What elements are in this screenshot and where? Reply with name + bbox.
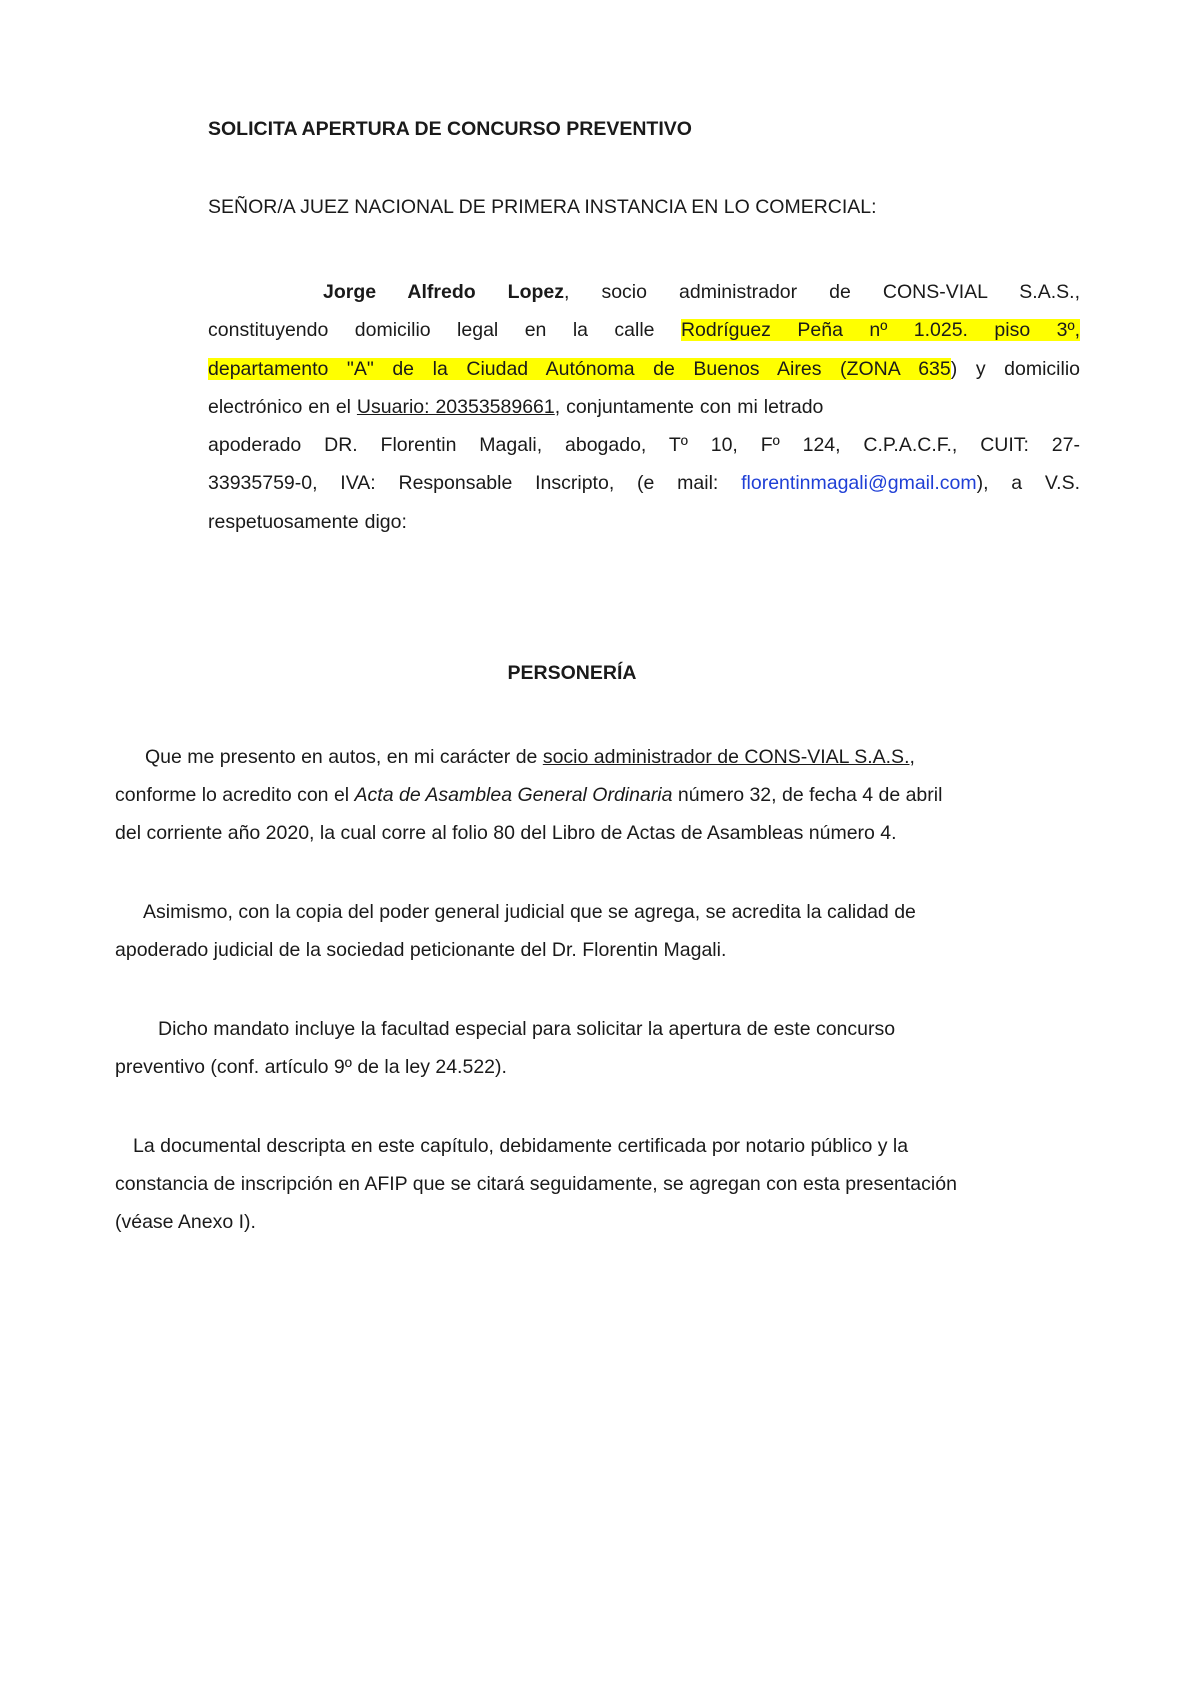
p1-line-3: del corriente año 2020, la cual corre al folio 80 del Libro de Actas de Asambleas número 4. (115, 822, 897, 844)
p3-line-2: preventivo (conf. artículo 9º de la ley 24.522). (115, 1056, 507, 1078)
intro-line-3: departamento "A" de la Ciudad Autónoma de Buenos Aires (ZONA 635) y domicilio (208, 357, 1081, 380)
paragraph-3 (115, 1010, 1080, 1086)
p4-line-2: constancia de inscripción en AFIP que se citará seguidamente, se agregan con esta presentación (115, 1173, 957, 1195)
email-link[interactable]: florentinmagali@gmail.com (741, 472, 977, 495)
addressee-line: SEÑOR/A JUEZ NACIONAL DE PRIMERA INSTANCIA EN LO COMERCIAL: (208, 196, 877, 218)
paragraph-2 (115, 893, 1080, 969)
p4-line-3: (véase Anexo I). (115, 1211, 256, 1233)
intro-line-1: Jorge Alfredo Lopez, socio administrador de CONS-VIAL S.A.S., (323, 281, 1080, 303)
p4-line-1: La documental descripta en este capítulo, debidamente certificada por notario público y la (133, 1135, 909, 1157)
intro-line-4: electrónico en el Usuario: 20353589661, conjuntamente con mi letrado (208, 395, 824, 418)
intro-line-7: respetuosamente digo: (208, 510, 407, 533)
p3-line-1: Dicho mandato incluye la facultad especial para solicitar la apertura de este concurso (158, 1018, 896, 1040)
paragraph-4 (115, 1127, 1080, 1241)
applicant-name: Jorge Alfredo Lopez (323, 281, 565, 303)
document-title: SOLICITA APERTURA DE CONCURSO PREVENTIVO (208, 118, 692, 140)
p1-line-2: conforme lo acredito con el Acta de Asamblea General Ordinaria número 32, de fecha 4 de abril (115, 784, 943, 806)
acta-italic: Acta de Asamblea General Ordinaria (354, 784, 673, 806)
section-title-personeria: PERSONERÍA (507, 662, 637, 684)
intro-line-2: constituyendo domicilio legal en la calle Rodríguez Peña nº 1.025. piso 3º, (208, 319, 1080, 342)
paragraph-1 (115, 738, 1080, 852)
intro-line-5: apoderado DR. Florentin Magali, abogado, Tº 10, Fº 124, C.P.A.C.F., CUIT: 27- (208, 434, 1080, 457)
p2-line-2: apoderado judicial de la sociedad peticionante del Dr. Florentin Magali. (115, 939, 727, 961)
p2-line-1: Asimismo, con la copia del poder general judicial que se agrega, se acredita la calidad de (143, 901, 916, 923)
role-underlined: socio administrador de CONS-VIAL S.A.S. (542, 746, 910, 768)
intro-line-6: 33935759-0, IVA: Responsable Inscripto, (e mail: florentinmagali@gmail.com), a V.S. (208, 472, 1080, 495)
p1-line-1: Que me presento en autos, en mi carácter de socio administrador de CONS-VIAL S.A.S., (145, 746, 915, 768)
intro-paragraph (208, 273, 1080, 541)
highlighted-address: Rodríguez Peña nº 1.025. piso 3º, (680, 319, 1080, 342)
electronic-user-id: Usuario: 20353589661 (356, 395, 555, 418)
highlighted-address-cont: departamento "A" de la Ciudad Autónoma de Buenos Aires (ZONA 635 (208, 357, 951, 380)
